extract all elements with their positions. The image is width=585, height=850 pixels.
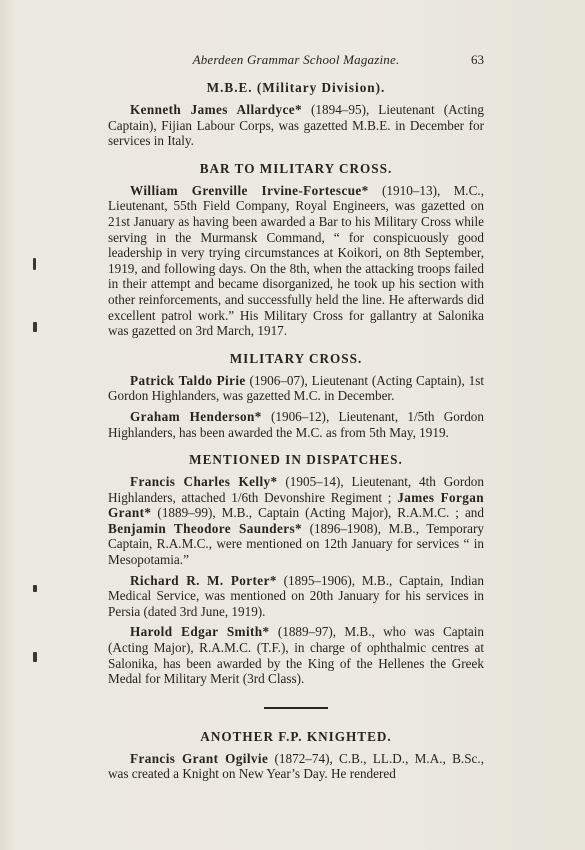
section-heading-mbe: M.B.E. (Military Division). [206, 80, 386, 95]
person-name: Kenneth James Allardyce* [130, 102, 302, 117]
entry-text: (1910–13), M.C., Lieutenant, 55th Field Company, Royal Engineers, was gazetted on 21st January as having been awarded a Bar to his Military Cross while serving in the Murmansk Command, “ for conspicuously good leadership in very trying circumstances at Koikori, on 8th September, 1919, and following days. On the 8th, when the attacking troops failed in their attempt and became disorganized, he took up his section with other reinforcements, and successfully held the line. He afterwards did excellent patrol work.” His Military Cross for gallantry at Salonika was gazetted on 3rd March, 1917. [108, 182, 484, 339]
margin-mark [33, 322, 37, 332]
section-heading-knighted: ANOTHER F.P. KNIGHTED. [200, 728, 392, 744]
entry-text: (1889–97), M.B., who was Captain (Acting Major), R.A.M.C. (T.F.), in charge of ophthalmic centres at Salonika, has been awarded by the King of the Hellenes the Greek Medal for Military Merit (3rd Class). [108, 624, 484, 687]
person-name: Graham Henderson* [130, 408, 262, 424]
entry-text: (1872–74), C.B., LL.D., M.A., B.Sc., was created a Knight on New Year’s Day. He rendered [108, 750, 484, 782]
entry-allardyce [108, 102, 484, 149]
entry-text: (1889–99), M.B., Captain (Acting Major), R.A.M.C. ; and [151, 505, 484, 521]
person-name: Benjamin Theodore Saunders* [108, 520, 302, 536]
person-name: Francis Charles Kelly* [130, 474, 278, 490]
person-name: Harold Edgar Smith* [130, 624, 270, 640]
entry-henderson [108, 409, 484, 440]
entry-irvine-fortescue [108, 183, 484, 339]
entry-porter [108, 573, 484, 620]
person-name: William Grenville Irvine-Fortescue* [130, 182, 369, 198]
person-name: James Forgan Grant* [108, 489, 485, 521]
person-name: Richard R. M. Porter* [130, 572, 277, 588]
person-name: Francis Grant Ogilvie [130, 750, 269, 766]
section-heading-bar: BAR TO MILITARY CROSS. [199, 160, 393, 176]
person-name: Patrick Taldo Pirie [130, 372, 246, 388]
margin-mark [33, 585, 37, 592]
entry-smith [108, 624, 484, 686]
running-title: Aberdeen Grammar School Magazine. [192, 52, 400, 67]
entry-text: (1894–95), Lieutenant (Acting Captain), Fijian Labour Corps, was gazetted M.B.E. in December for services in Italy. [108, 102, 484, 149]
entry-text: (1906–07), Lieutenant (Acting Captain), 1st Gordon Highlanders, was gazetted M.C. in December. [108, 372, 484, 404]
entry-ogilvie [108, 751, 484, 782]
entry-pirie [108, 373, 484, 404]
margin-mark [33, 652, 37, 662]
entry-kelly-grant-saunders [108, 474, 484, 568]
section-heading-mc: MILITARY CROSS. [229, 350, 363, 366]
page-header [108, 52, 484, 72]
page-number: 63 [471, 52, 484, 67]
entry-text: (1905–14), Lieutenant, 4th Gordon Highlanders, attached 1/6th Devonshire Regiment ; [108, 474, 484, 505]
entry-text: (1896–1908), M.B., Temporary Captain, R.A.M.C., were mentioned on 12th January for services “ in Mesopotamia.” [108, 520, 484, 568]
entry-text: (1906–12), Lieutenant, 1/5th Gordon Highlanders, has been awarded the M.C. as from 5th May, 1919. [108, 408, 484, 440]
section-heading-dispatches: MENTIONED IN DISPATCHES. [189, 452, 403, 468]
margin-mark [33, 258, 36, 270]
page-body [108, 80, 484, 782]
entry-text: (1895–1906), M.B., Captain, Indian Medical Service, was mentioned on 20th January for his services in Persia (dated 3rd June, 1919). [108, 572, 484, 619]
